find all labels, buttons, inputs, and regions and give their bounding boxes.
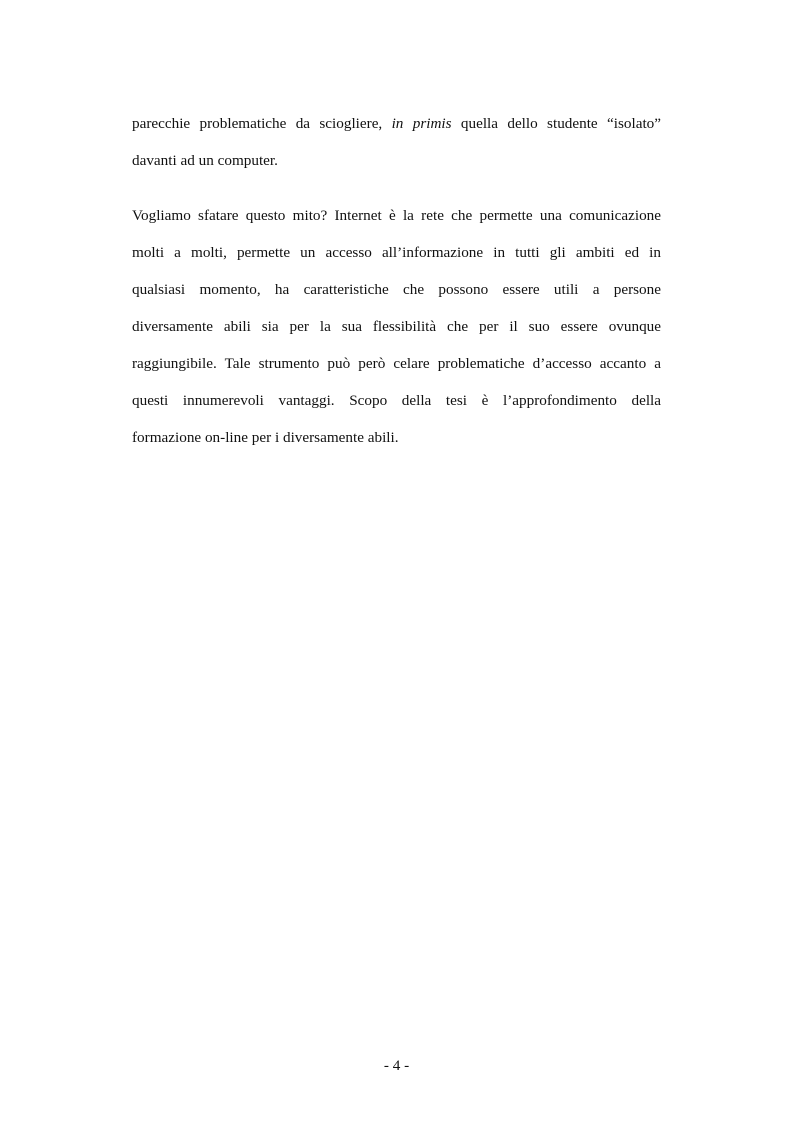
paragraph-line: davanti ad un computer. (132, 152, 278, 169)
paragraph-line: Vogliamo sfatare questo mito? Internet è la rete che permette una comunicazione (132, 207, 661, 224)
paragraph-line: formazione on-line per i diversamente abili. (132, 429, 399, 446)
paragraph-line (132, 105, 661, 142)
italic-phrase: in primis (391, 115, 452, 132)
paragraph-line: diversamente abili sia per la sua flessibilità che per il suo essere ovunque (132, 318, 661, 335)
paragraph-1 (132, 105, 661, 179)
text-run: quella dello studente “isolato” (451, 115, 661, 132)
text-run: parecchie problematiche da sciogliere, (132, 115, 392, 132)
paragraph-line: qualsiasi momento, ha caratteristiche che possono essere utili a persone (132, 281, 661, 298)
paragraph-line: questi innumerevoli vantaggi. Scopo della tesi è l’approfondimento della (132, 392, 661, 409)
page-number: - 4 - (383, 1057, 410, 1074)
paragraph-2 (132, 197, 661, 456)
paragraph-line: raggiungibile. Tale strumento può però celare problematiche d’accesso accanto a (132, 355, 661, 372)
paragraph-line: molti a molti, permette un accesso all’informazione in tutti gli ambiti ed in (132, 244, 661, 261)
